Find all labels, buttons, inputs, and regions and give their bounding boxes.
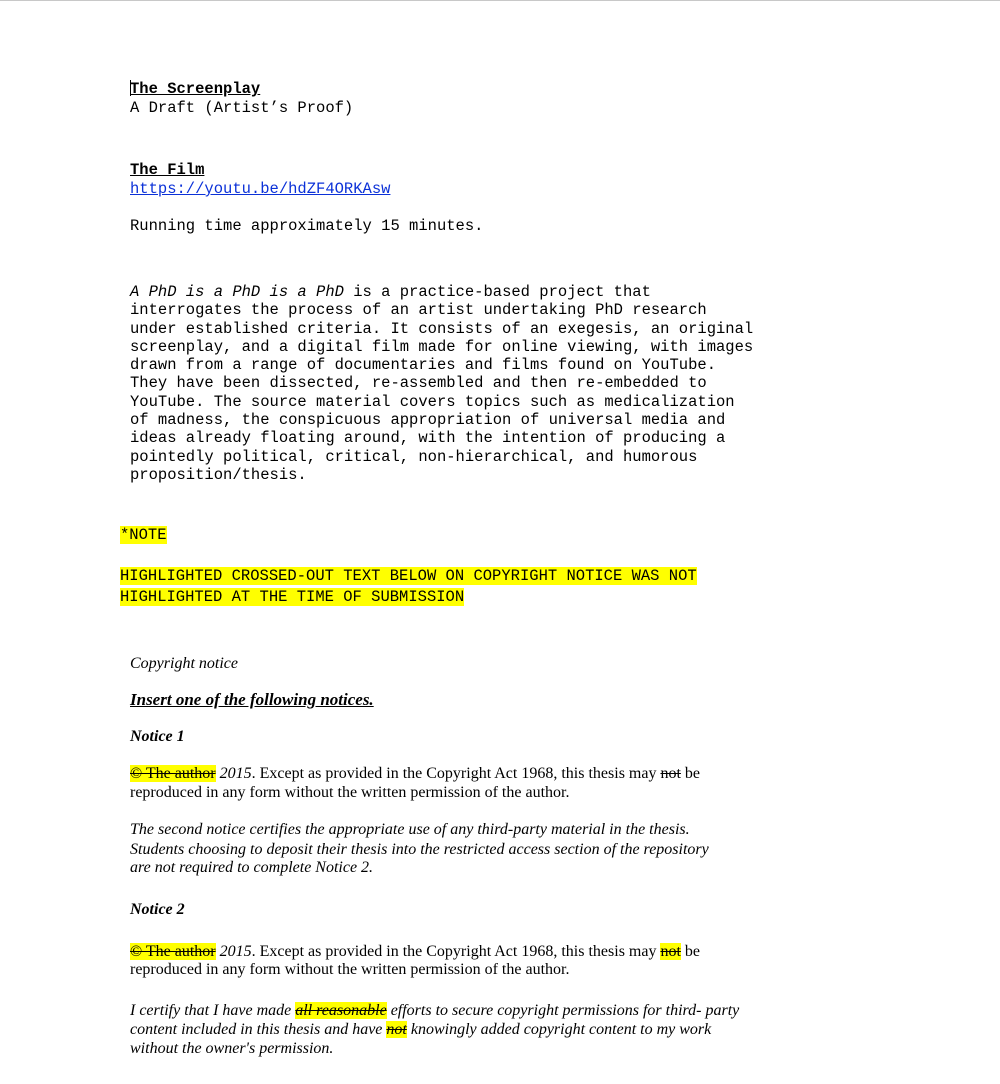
abstract-italic-title: A PhD is a PhD is a PhD [130,283,344,301]
film-title: The Film [130,161,205,179]
explanation-line: are not required to complete Notice 2. [130,859,374,876]
abstract-line: YouTube. The source material covers topics such as medicalization [130,392,735,411]
screenplay-title: The Screenplay [130,80,261,98]
copyright-heading: Copyright notice [130,655,238,672]
abstract-line: ideas already floating around, with the intention of producing a [130,429,726,448]
abstract-line: of madness, the conspicuous appropriation of universal media and [130,411,726,430]
explanation-line: The second notice certifies the appropriate use of any third-party material in the thesis. [130,821,690,838]
screenplay-subtitle: A Draft (Artist’s Proof) [130,99,354,117]
certify-line-2: content included in this thesis and have not knowingly added copyright content to my work [130,1021,712,1038]
abstract-line: drawn from a range of documentaries and films found on YouTube. [130,356,716,375]
film-link[interactable]: https://youtu.be/hdZF4ORKAsw [130,180,391,198]
explanation-line: Students choosing to deposit their thesis into the restricted access section of the repository [130,841,709,858]
notice1-struck-author: © The author [130,765,216,782]
notice2-line1: © The author 2015. Except as provided in the Copyright Act 1968, this thesis may not be [130,943,701,960]
copyright-instruction: Insert one of the following notices. [130,690,374,709]
certify-struck-reasonable: all reasonable [295,1002,387,1019]
abstract-line: A PhD is a PhD is a PhD is a practice-based project that [130,283,651,301]
certify-line-3: without the owner's permission. [130,1040,334,1057]
certify-line-1: I certify that I have made all reasonable efforts to secure copyright permissions for third- party [130,1002,740,1019]
notice1-title: Notice 1 [130,728,185,745]
abstract-line: They have been dissected, re-assembled and then re-embedded to [130,374,707,393]
notice1-struck-not: not [660,765,681,782]
abstract-line: under established criteria. It consists of an exegesis, an original [130,319,754,338]
abstract-line: pointedly political, critical, non-hierarchical, and humorous [130,447,698,466]
abstract-line: interrogates the process of an artist undertaking PhD research [130,301,707,320]
abstract-line: proposition/thesis. [130,465,307,484]
notice1-line2: reproduced in any form without the written permission of the author. [130,784,570,801]
notice2-struck-author: © The author [130,943,216,960]
notice1-line1: © The author 2015. Except as provided in the Copyright Act 1968, this thesis may not be [130,765,701,782]
page-top-border [0,0,1000,1]
note-line-2: HIGHLIGHTED AT THE TIME OF SUBMISSION [120,588,465,606]
running-time: Running time approximately 15 minutes. [130,217,484,235]
abstract-paragraph [130,283,753,484]
certify-struck-not: not [386,1021,407,1038]
notice2-title: Notice 2 [130,901,185,918]
abstract-line: screenplay, and a digital film made for online viewing, with images [130,337,754,356]
notice2-line2: reproduced in any form without the written permission of the author. [130,961,570,978]
notice2-struck-not: not [660,943,681,960]
note-label: *NOTE [120,526,167,544]
note-line-1: HIGHLIGHTED CROSSED-OUT TEXT BELOW ON COPYRIGHT NOTICE WAS NOT [120,567,697,585]
